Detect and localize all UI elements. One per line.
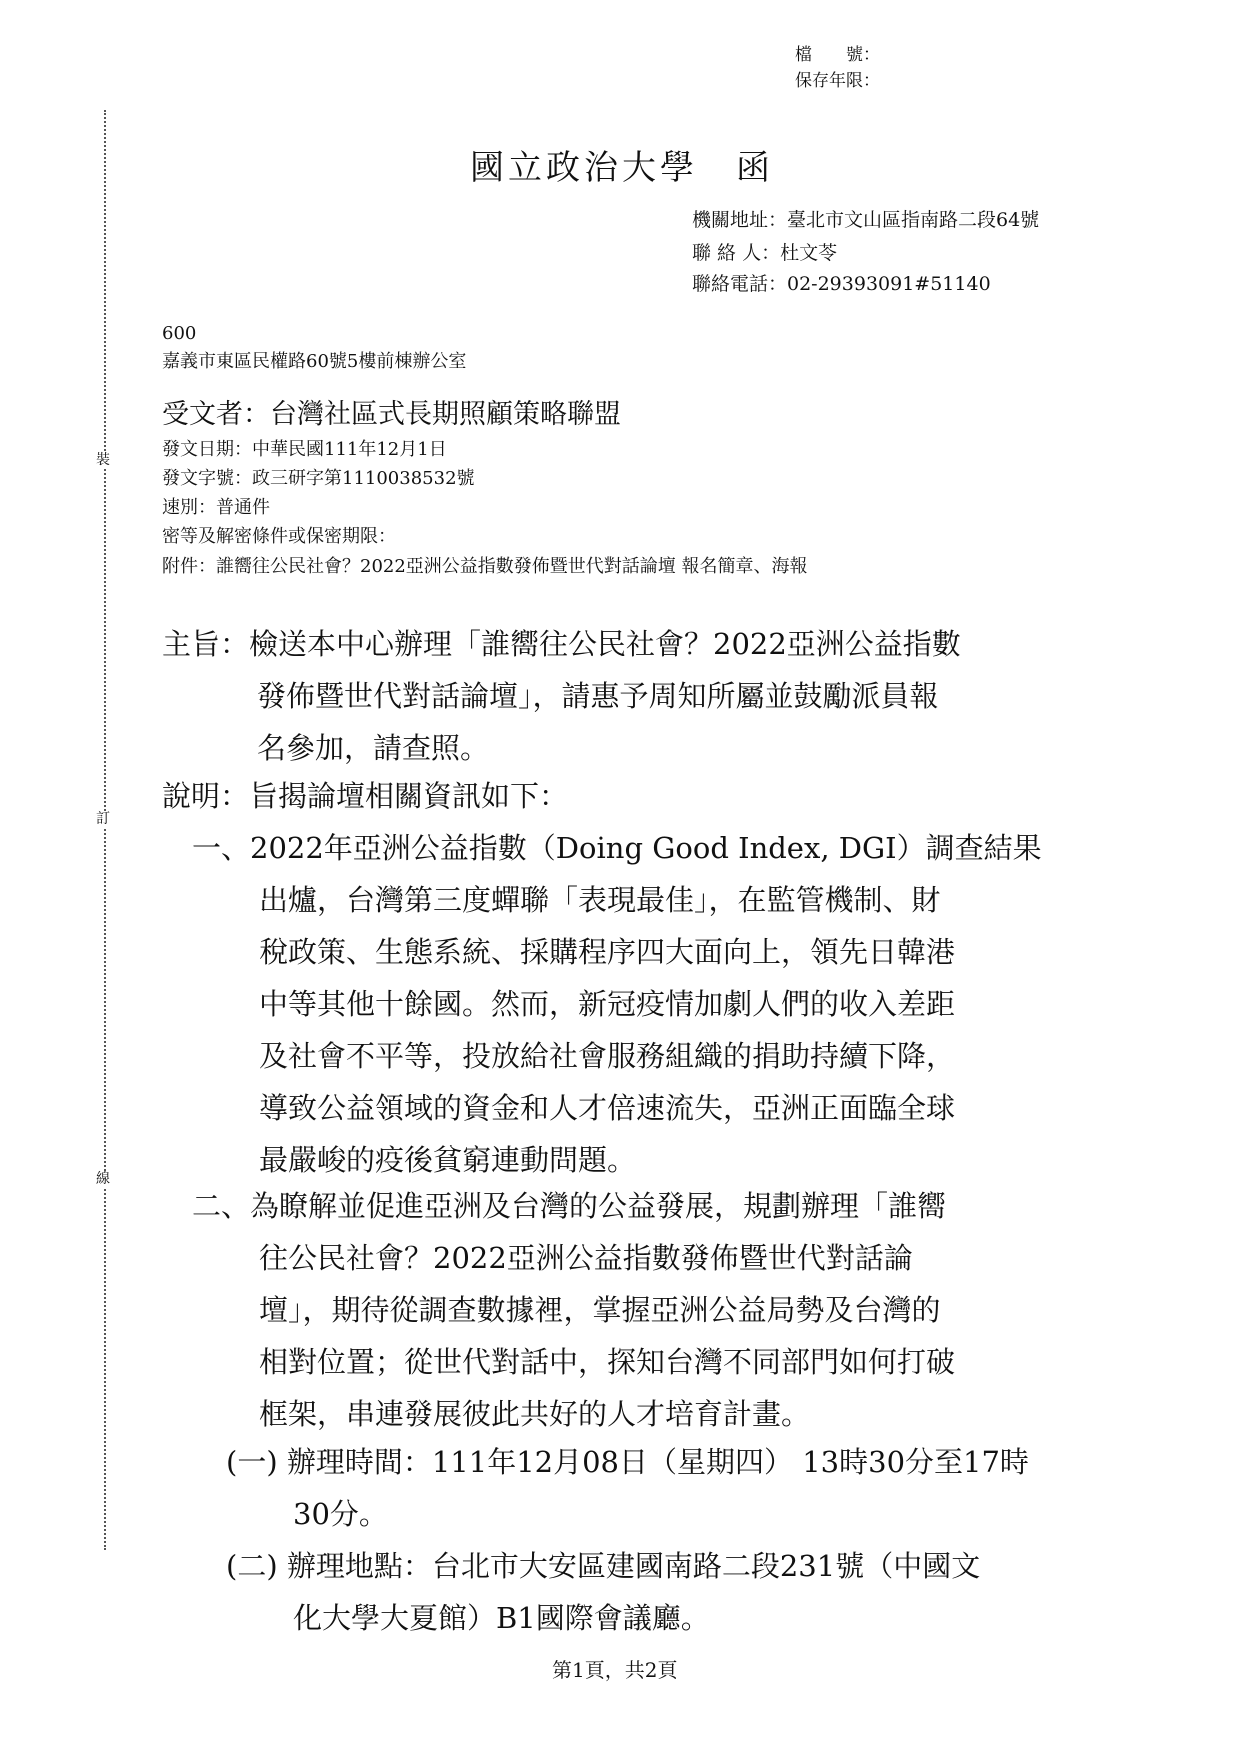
recipient: 受文者：台灣社區式長期照顧策略聯盟: [162, 399, 621, 430]
retention-period: 保存年限：: [795, 71, 880, 91]
page-number: 第1頁，共2頁: [552, 1658, 678, 1682]
binding-mark-zhuang: 裝: [96, 452, 110, 468]
explanation-item-1: [192, 822, 1042, 1186]
attachment: 附件：誰嚮往公民社會？2022亞洲公益指數發佈暨世代對話論壇 報名簡章、海報: [162, 556, 808, 577]
sender-address: 機關地址：臺北市文山區指南路二段64號: [692, 209, 1040, 231]
event-time-line: 30分。: [293, 1497, 388, 1531]
postal-code: 600: [162, 323, 197, 344]
explanation-heading: 說明：旨揭論壇相關資訊如下：: [162, 779, 569, 813]
event-location-line: (二) 辦理地點：台北市大安區建國南路二段231號（中國文: [226, 1549, 981, 1583]
item1-line: 稅政策、生態系統、採購程序四大面向上，領先日韓港: [259, 935, 956, 969]
item1-line: 最嚴峻的疫後貧窮連動問題。: [259, 1143, 637, 1177]
item2-line: 往公民社會？2022亞洲公益指數發佈暨世代對話論: [259, 1241, 913, 1275]
item1-line: 一、2022年亞洲公益指數（Doing Good Index, DGI）調查結果: [192, 831, 1042, 865]
subject-line: 名參加，請查照。: [257, 731, 490, 765]
item1-line: 出爐，台灣第三度蟬聯「表現最佳」，在監管機制、財: [259, 883, 941, 917]
event-location: [226, 1540, 980, 1644]
item2-line: 壇」，期待從調查數據裡，掌握亞洲公益局勢及台灣的: [259, 1293, 941, 1327]
subject-paragraph: [162, 618, 961, 774]
explanation-item-2: [192, 1180, 955, 1440]
event-time: [226, 1436, 1029, 1540]
event-time-line: (一) 辦理時間：111年12月08日（星期四） 13時30分至17時: [226, 1445, 1029, 1479]
item2-line: 相對位置；從世代對話中，探知台灣不同部門如何打破: [259, 1345, 956, 1379]
sender-phone: 聯絡電話：02-29393091#51140: [692, 273, 991, 295]
document-title: 國立政治大學 函: [470, 148, 774, 188]
delivery-speed: 速別：普通件: [162, 497, 270, 518]
item2-line: 框架，串連發展彼此共好的人才培育計畫。: [259, 1397, 811, 1431]
binding-line: [104, 110, 106, 1550]
item2-line: 二、為瞭解並促進亞洲及台灣的公益發展，規劃辦理「誰嚮: [192, 1189, 947, 1223]
subject-line: 主旨：檢送本中心辦理「誰嚮往公民社會？2022亞洲公益指數: [162, 627, 961, 661]
document-number: 發文字號：政三研字第1110038532號: [162, 468, 475, 489]
binding-mark-xian: 線: [96, 1171, 110, 1187]
item1-line: 及社會不平等，投放給社會服務組織的捐助持續下降，: [259, 1039, 956, 1073]
subject-line: 發佈暨世代對話論壇」，請惠予周知所屬並鼓勵派員報: [257, 679, 939, 713]
item1-line: 導致公益領域的資金和人才倍速流失，亞洲正面臨全球: [259, 1091, 956, 1125]
event-location-line: 化大學大夏館）B1國際會議廳。: [293, 1601, 710, 1635]
issue-date: 發文日期：中華民國111年12月1日: [162, 439, 447, 460]
archive-number: 檔 號：: [795, 45, 880, 65]
item1-line: 中等其他十餘國。然而，新冠疫情加劇人們的收入差距: [259, 987, 956, 1021]
sender-contact: 聯 絡 人：杜文苓: [692, 242, 838, 264]
confidentiality: 密等及解密條件或保密期限：: [162, 526, 396, 547]
recipient-street-address: 嘉義市東區民權路60號5樓前棟辦公室: [162, 351, 467, 372]
binding-mark-ding: 訂: [96, 811, 110, 827]
